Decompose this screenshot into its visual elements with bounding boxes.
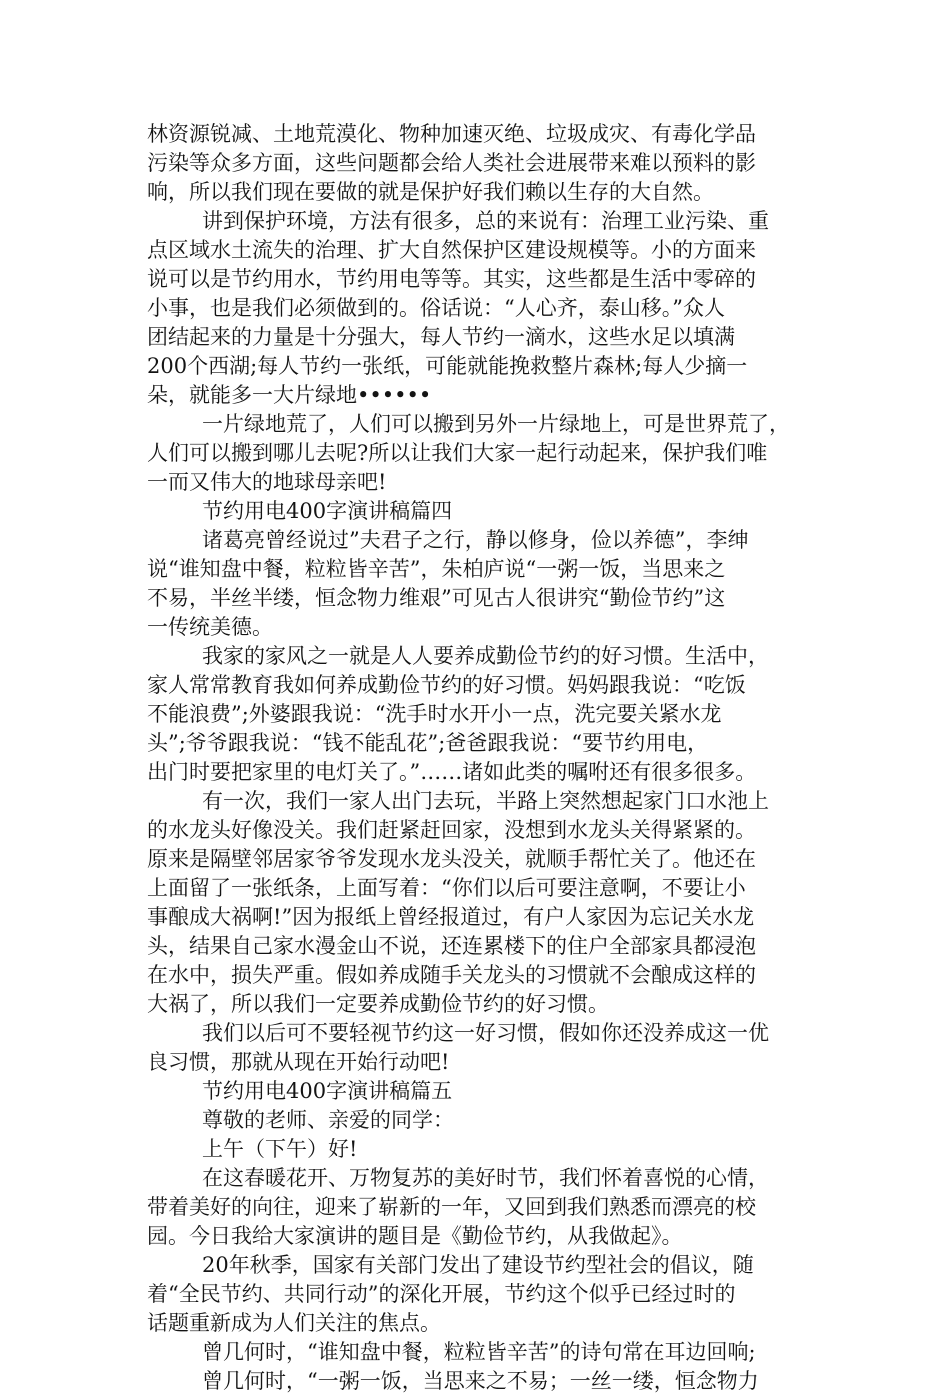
text-line: 人们可以搬到哪儿去呢?所以让我们大家一起行动起来，保护我们唯 [147,441,768,465]
text-line: 点区域水土流失的治理、扩大自然保护区建设规模等。小的方面来 [147,238,756,262]
text-line: 话题重新成为人们关注的焦点。 [147,1311,441,1335]
text-line: 20年秋季，国家有关部门发出了建设节约型社会的倡议，随 [202,1253,754,1277]
text-line: 说可以是节约用水，节约用电等等。其实，这些都是生活中零碎的 [147,267,756,291]
text-line: 团结起来的力量是十分强大，每人节约一滴水，这些水足以填满 [147,325,735,349]
text-line: 有一次，我们一家人出门去玩，半路上突然想起家门口水池上 [202,789,769,813]
text-line: 出门时要把家里的电灯关了。”……诸如此类的嘱咐还有很多很多。 [147,760,757,784]
text-line: 诸葛亮曾经说过”夫君子之行，静以修身，俭以养德”，李绅 [202,528,749,552]
text-line: 200个西湖;每人节约一张纸，可能就能挽救整片森林;每人少摘一 [147,354,748,378]
text-line: 大祸了，所以我们一定要养成勤俭节约的好习惯。 [147,992,609,1016]
text-line: 响，所以我们现在要做的就是保护好我们赖以生存的大自然。 [147,180,714,204]
text-line: 曾几何时，“一粥一饭，当思来之不易；一丝一缕，恒念物力 [202,1369,759,1393]
text-line: 在水中，损失严重。假如养成随手关龙头的习惯就不会酿成这样的 [147,963,756,987]
text-line: 一传统美德。 [147,615,273,639]
document-body [147,120,812,1396]
text-line: 园。今日我给大家演讲的题目是《勤俭节约，从我做起》。 [147,1224,683,1248]
text-line: 家人常常教育我如何养成勤俭节约的好习惯。妈妈跟我说：“吃饭 [147,673,746,697]
text-line: 曾几何时，“谁知盘中餐，粒粒皆辛苦”的诗句常在耳边回响; [202,1340,756,1364]
text-line: 头”;爷爷跟我说：“钱不能乱花”;爸爸跟我说：“要节约用电， [147,731,709,755]
text-line: 不能浪费”;外婆跟我说：“洗手时水开小一点，洗完要关紧水龙 [147,702,722,726]
text-line: 一而又伟大的地球母亲吧! [147,470,387,494]
text-line: 节约用电400字演讲稿篇四 [202,499,453,523]
text-line: 带着美好的向往，迎来了崭新的一年，又回到我们熟悉而漂亮的校 [147,1195,756,1219]
text-line: 节约用电400字演讲稿篇五 [202,1079,453,1103]
text-line: 原来是隔壁邻居家爷爷发现水龙头没关，就顺手帮忙关了。他还在 [147,847,756,871]
text-line: 污染等众多方面，这些问题都会给人类社会进展带来难以预料的影 [147,151,756,175]
text-line: 在这春暖花开、万物复苏的美好时节，我们怀着喜悦的心情， [202,1166,769,1190]
text-line: 我们以后可不要轻视节约这一好习惯，假如你还没养成这一优 [202,1021,769,1045]
text-line: 林资源锐减、土地荒漠化、物种加速灭绝、垃圾成灾、有毒化学品 [147,122,756,146]
text-line: 头，结果自己家水漫金山不说，还连累楼下的住户全部家具都浸泡 [147,934,756,958]
text-line: 的水龙头好像没关。我们赶紧赶回家，没想到水龙头关得紧紧的。 [147,818,756,842]
text-line: 讲到保护环境，方法有很多，总的来说有：治理工业污染、重 [202,209,769,233]
text-line: 朵，就能多一大片绿地•••••• [147,383,432,407]
text-line: 事酿成大祸啊!”因为报纸上曾经报道过，有户人家因为忘记关水龙 [147,905,755,929]
text-line: 尊敬的老师、亲爱的同学： [202,1108,454,1132]
text-line: 上面留了一张纸条，上面写着：“你们以后可要注意啊，不要让小 [147,876,746,900]
text-line: 一片绿地荒了，人们可以搬到另外一片绿地上，可是世界荒了， [202,412,790,436]
text-line: 上午（下午）好! [202,1137,358,1161]
text-line: 说“谁知盘中餐，粒粒皆辛苦”，朱柏庐说“一粥一饭，当思来之 [147,557,726,581]
text-line: 良习惯，那就从现在开始行动吧! [147,1050,450,1074]
text-line: 我家的家风之一就是人人要养成勤俭节约的好习惯。生活中， [202,644,769,668]
text-line: 小事，也是我们必须做到的。俗话说：“人心齐，泰山移。”众人 [147,296,725,320]
text-line: 着“全民节约、共同行动”的深化开展，节约这个似乎已经过时的 [147,1282,736,1306]
text-line: 不易，半丝半缕，恒念物力维艰”可见古人很讲究“勤俭节约”这 [147,586,726,610]
